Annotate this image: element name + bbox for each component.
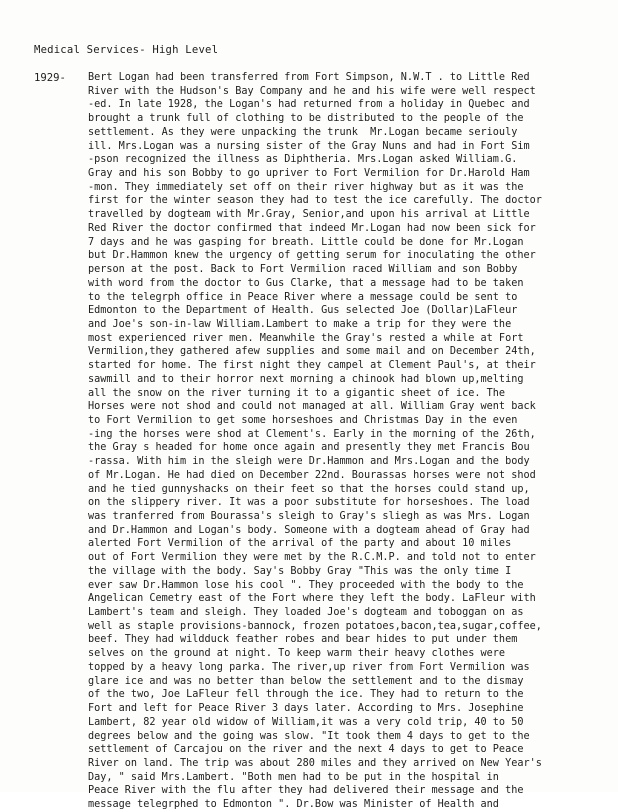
text-line: first for the winter season they had to test the ice carefully. The doctor bbox=[88, 195, 542, 207]
text-line: was tranferred from Bourassa's sleigh to Gray's sliegh as was Mrs. Logan bbox=[88, 511, 530, 522]
text-line: out of Fort Vermilion they were met by the R.C.M.P. and told not to enter bbox=[88, 552, 536, 564]
text-line: the Gray s headed for home once again and presently they met Francis Bou bbox=[88, 442, 530, 454]
text-line: -mon. They immediately set off on their river highway but as it was the bbox=[88, 181, 524, 193]
text-line: and Dr.Hammon and Logan's body. Someone with a dogteam ahead of Gray had bbox=[88, 524, 530, 536]
text-line: River on land. The trip was about 280 miles and they arrived on New Year's bbox=[88, 757, 542, 769]
text-line: and he tied gunnyshacks on their feet so that the horses could stand up, bbox=[88, 483, 530, 495]
text-line: Edmonton to the Department of Health. Gus selected Joe (Dollar)LaFleur bbox=[88, 305, 518, 317]
text-line: Horses were not shod and could not managed at all. William Gray went back bbox=[88, 401, 536, 413]
text-line: beef. They had wildduck feather robes and bear hides to put under them bbox=[88, 634, 518, 646]
text-line: Angelican Cemetry east of the Fort where they left the body. LaFleur with bbox=[88, 593, 536, 605]
text-line: started for home. The first night they campel at Clement Paul's, at their bbox=[88, 360, 536, 372]
page-heading: Medical Services- High Level bbox=[34, 44, 219, 56]
text-line: message telegrphed to Edmonton ". Dr.Bow was Minister of Health and bbox=[88, 799, 499, 811]
text-line: Peace River with the flu after they had delivered their message and the bbox=[88, 785, 524, 797]
text-line: degrees below and the going was slow. "It took them 4 days to get to the bbox=[88, 730, 530, 742]
text-line: selves on the ground at night. To keep warm their heavy clothes were bbox=[88, 648, 506, 660]
text-line: Lambert's team and sleigh. They loaded Joe's dogteam and toboggan on as bbox=[88, 607, 524, 619]
text-line: ever saw Dr.Hammon lose his cool ". They proceeded with the body to the bbox=[88, 579, 524, 591]
text-line: of the two, Joe LaFleur fell through the ice. They had to return to the bbox=[88, 689, 524, 701]
text-line: 7 days and he was gasping for breath. Little could be done for Mr.Logan bbox=[88, 236, 524, 248]
text-line: Bert Logan had been transferred from Fort Simpson, N.W.T . to Little Red bbox=[88, 72, 530, 83]
text-line: brought a trunk full of clothing to be distributed to the people of the bbox=[88, 113, 524, 125]
text-line: Red River the doctor confirmed that indeed Mr.Logan had now been sick for bbox=[88, 222, 536, 234]
text-line: to Fort Vermilion to get some horseshoes and Christmas Day in the even bbox=[88, 414, 518, 426]
text-line: topped by a heavy long parka. The river,up river from Fort Vermilion was bbox=[88, 661, 530, 673]
text-line: most experienced river men. Meanwhile the Gray's rested a while at Fort bbox=[88, 332, 524, 344]
text-line: glare ice and was no better than below the settlement and to the dismay bbox=[88, 675, 524, 687]
text-line: River with the Hudson's Bay Company and he and his wife were well respect bbox=[88, 85, 536, 97]
text-line: to the telegrph office in Peace River where a message could be sent to bbox=[88, 291, 518, 303]
text-line: settlement. As they were unpacking the trunk Mr.Logan became seriouly bbox=[88, 126, 518, 138]
year-label: 1929- bbox=[34, 72, 66, 84]
text-line: the village with the body. Say's Bobby Gray "This was the only time I bbox=[88, 565, 512, 577]
text-line: -pson recognized the illness as Diphtheria. Mrs.Logan asked William.G. bbox=[88, 154, 518, 166]
text-line: travelled by dogteam with Mr.Gray, Senior,and upon his arrival at Little bbox=[88, 209, 530, 221]
text-line: ill. Mrs.Logan was a nursing sister of the Gray Nuns and had in Fort Sim bbox=[88, 140, 530, 152]
text-line: all the snow on the river turning it to a gigantic sheet of ice. The bbox=[88, 387, 506, 399]
text-line: -ing the horses were shod at Clement's. Early in the morning of the 26th, bbox=[88, 428, 536, 440]
text-line: alerted Fort Vermilion of the arrival of the party and about 10 miles bbox=[88, 538, 512, 550]
text-line: Vermilion,they gathered afew supplies and some mail and on December 24th, bbox=[88, 346, 536, 358]
text-line: on the slippery river. It was a poor substitute for horseshoes. The load bbox=[88, 497, 530, 509]
text-line: -rassa. With him in the sleigh were Dr.Hammon and Mrs.Logan and the body bbox=[88, 456, 530, 468]
text-line: sawmill and to their horror next morning a chinook had blown up,melting bbox=[88, 373, 524, 385]
text-line: settlement of Carcajou on the river and the next 4 days to get to Peace bbox=[88, 744, 524, 756]
text-line: Gray and his son Bobby to go upriver to Fort Vermilion for Dr.Harold Ham bbox=[88, 168, 530, 180]
text-line: Lambert, 82 year old widow of William,it was a very cold trip, 40 to 50 bbox=[88, 716, 524, 728]
text-line: Day, " said Mrs.Lambert. "Both men had to be put in the hospital in bbox=[88, 771, 499, 783]
body-text bbox=[88, 71, 608, 812]
text-line: with word from the doctor to Gus Clarke, that a message had to be taken bbox=[88, 277, 524, 289]
text-line: and Joe's son-in-law William.Lambert to make a trip for they were the bbox=[88, 318, 512, 330]
text-line: person at the post. Back to Fort Vermilion raced William and son Bobby bbox=[88, 264, 518, 276]
text-line: -ed. In late 1928, the Logan's had returned from a holiday in Quebec and bbox=[88, 99, 530, 111]
text-line: of Mr.Logan. He had died on December 22nd. Bourassas horses were not shod bbox=[88, 469, 536, 481]
text-line: Fort and left for Peace River 3 days later. According to Mrs. Josephine bbox=[88, 703, 524, 715]
text-line: but Dr.Hammon knew the urgency of getting serum for inoculating the other bbox=[88, 250, 536, 262]
text-line: well as staple provisions-bannock, frozen potatoes,bacon,tea,sugar,coffee, bbox=[88, 620, 542, 632]
